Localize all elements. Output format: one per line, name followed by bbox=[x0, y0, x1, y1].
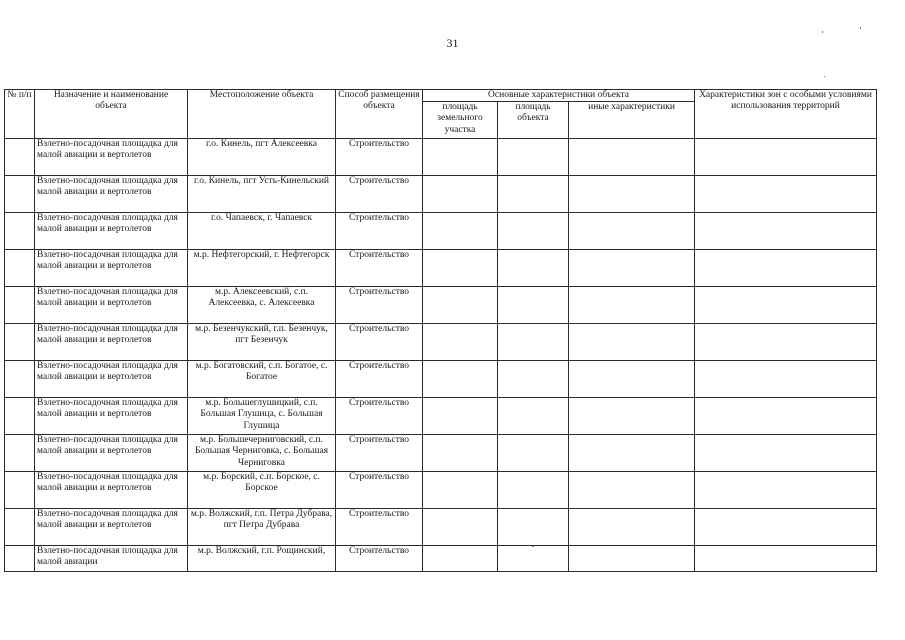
row-number-cell bbox=[5, 287, 35, 324]
other-characteristics-cell bbox=[569, 213, 695, 250]
object-area-cell bbox=[498, 435, 569, 472]
object-name-cell: Взлетно-посадочная площадка для малой авиации и вертолетов bbox=[35, 509, 188, 546]
location-cell: м.р. Богатовский, с.п. Богатое, с. Богатое bbox=[188, 361, 336, 398]
zones-cell bbox=[695, 324, 877, 361]
location-cell: м.р. Большечерниговский, с.п. Большая Черниговка, с. Большая Черниговка bbox=[188, 435, 336, 472]
other-characteristics-cell bbox=[569, 139, 695, 176]
land-area-cell bbox=[423, 176, 498, 213]
object-name-cell: Взлетно-посадочная площадка для малой авиации и вертолетов bbox=[35, 139, 188, 176]
location-cell: м.р. Алексеевский, с.п. Алексеевка, с. Алексеевка bbox=[188, 287, 336, 324]
row-number-cell bbox=[5, 472, 35, 509]
row-number-cell bbox=[5, 213, 35, 250]
row-number-cell bbox=[5, 324, 35, 361]
header-name: Назначение и наименование объекта bbox=[35, 90, 188, 139]
header-object-area: площадь объекта bbox=[498, 102, 569, 139]
row-number-cell bbox=[5, 546, 35, 572]
table-row bbox=[5, 250, 877, 287]
row-number-cell bbox=[5, 361, 35, 398]
header-other-characteristics: иные характеристики bbox=[569, 102, 695, 139]
scan-speck bbox=[860, 27, 861, 29]
object-name-cell: Взлетно-посадочная площадка для малой авиации и вертолетов bbox=[35, 324, 188, 361]
row-number-cell bbox=[5, 176, 35, 213]
object-name-cell: Взлетно-посадочная площадка для малой авиации и вертолетов bbox=[35, 398, 188, 435]
land-area-cell bbox=[423, 546, 498, 572]
placement-method-cell: Строительство bbox=[336, 250, 423, 287]
scan-speck bbox=[824, 76, 825, 77]
location-cell: м.р. Большеглушицкий, с.п. Большая Глушица, с. Большая Глушица bbox=[188, 398, 336, 435]
object-name-cell: Взлетно-посадочная площадка для малой авиации и вертолетов bbox=[35, 472, 188, 509]
row-number-cell bbox=[5, 398, 35, 435]
header-zones: Характеристики зон с особыми условиями использования территорий bbox=[695, 90, 877, 139]
zones-cell bbox=[695, 509, 877, 546]
location-cell: м.р. Волжский, г.п. Рощинский, bbox=[188, 546, 336, 572]
location-cell: г.о. Кинель, пгт Усть-Кинельский bbox=[188, 176, 336, 213]
land-area-cell bbox=[423, 324, 498, 361]
row-number-cell bbox=[5, 139, 35, 176]
header-method: Способ размещения объекта bbox=[336, 90, 423, 139]
placement-method-cell: Строительство bbox=[336, 324, 423, 361]
table-row bbox=[5, 435, 877, 472]
land-area-cell bbox=[423, 361, 498, 398]
placement-method-cell: Строительство bbox=[336, 509, 423, 546]
other-characteristics-cell bbox=[569, 361, 695, 398]
row-number-cell bbox=[5, 435, 35, 472]
other-characteristics-cell bbox=[569, 398, 695, 435]
object-area-cell bbox=[498, 139, 569, 176]
other-characteristics-cell bbox=[569, 509, 695, 546]
object-area-cell bbox=[498, 287, 569, 324]
zones-cell bbox=[695, 287, 877, 324]
scan-speck bbox=[822, 31, 823, 33]
other-characteristics-cell bbox=[569, 287, 695, 324]
other-characteristics-cell bbox=[569, 176, 695, 213]
table-row bbox=[5, 213, 877, 250]
land-area-cell bbox=[423, 509, 498, 546]
land-area-cell bbox=[423, 287, 498, 324]
zones-cell bbox=[695, 546, 877, 572]
placement-method-cell: Строительство bbox=[336, 287, 423, 324]
object-area-cell bbox=[498, 398, 569, 435]
scan-dot bbox=[532, 545, 534, 547]
land-area-cell bbox=[423, 250, 498, 287]
zones-cell bbox=[695, 139, 877, 176]
placement-method-cell: Строительство bbox=[336, 472, 423, 509]
zones-cell bbox=[695, 472, 877, 509]
object-name-cell: Взлетно-посадочная площадка для малой авиации bbox=[35, 546, 188, 572]
location-cell: м.р. Нефтегорский, г. Нефтегорск bbox=[188, 250, 336, 287]
location-cell: м.р. Волжский, г.п. Петра Дубрава, пгт Петра Дубрава bbox=[188, 509, 336, 546]
object-area-cell bbox=[498, 176, 569, 213]
land-area-cell bbox=[423, 398, 498, 435]
table-row bbox=[5, 176, 877, 213]
placement-method-cell: Строительство bbox=[336, 435, 423, 472]
objects-table bbox=[4, 89, 877, 572]
zones-cell bbox=[695, 176, 877, 213]
table-row bbox=[5, 509, 877, 546]
object-name-cell: Взлетно-посадочная площадка для малой авиации и вертолетов bbox=[35, 361, 188, 398]
object-area-cell bbox=[498, 324, 569, 361]
zones-cell bbox=[695, 398, 877, 435]
placement-method-cell: Строительство bbox=[336, 213, 423, 250]
placement-method-cell: Строительство bbox=[336, 361, 423, 398]
other-characteristics-cell bbox=[569, 472, 695, 509]
object-area-cell bbox=[498, 250, 569, 287]
object-name-cell: Взлетно-посадочная площадка для малой авиации и вертолетов bbox=[35, 213, 188, 250]
object-area-cell bbox=[498, 472, 569, 509]
table-row bbox=[5, 361, 877, 398]
object-area-cell bbox=[498, 361, 569, 398]
other-characteristics-cell bbox=[569, 324, 695, 361]
land-area-cell bbox=[423, 472, 498, 509]
table-row bbox=[5, 287, 877, 324]
object-area-cell bbox=[498, 546, 569, 572]
location-cell: м.р. Борский, с.п. Борское, с. Борское bbox=[188, 472, 336, 509]
table-row bbox=[5, 546, 877, 572]
row-number-cell bbox=[5, 509, 35, 546]
object-name-cell: Взлетно-посадочная площадка для малой авиации и вертолетов bbox=[35, 250, 188, 287]
header-main-characteristics: Основные характеристики объекта bbox=[423, 90, 695, 102]
placement-method-cell: Строительство bbox=[336, 546, 423, 572]
object-area-cell bbox=[498, 213, 569, 250]
land-area-cell bbox=[423, 139, 498, 176]
table-row bbox=[5, 398, 877, 435]
placement-method-cell: Строительство bbox=[336, 176, 423, 213]
row-number-cell bbox=[5, 250, 35, 287]
header-num: № п/п bbox=[5, 90, 35, 139]
other-characteristics-cell bbox=[569, 546, 695, 572]
location-cell: г.о. Кинель, пгт Алексеевка bbox=[188, 139, 336, 176]
other-characteristics-cell bbox=[569, 250, 695, 287]
object-name-cell: Взлетно-посадочная площадка для малой авиации и вертолетов bbox=[35, 287, 188, 324]
location-cell: г.о. Чапаевск, г. Чапаевск bbox=[188, 213, 336, 250]
land-area-cell bbox=[423, 435, 498, 472]
location-cell: м.р. Безенчукский, г.п. Безенчук, пгт Безенчук bbox=[188, 324, 336, 361]
object-name-cell: Взлетно-посадочная площадка для малой авиации и вертолетов bbox=[35, 435, 188, 472]
zones-cell bbox=[695, 435, 877, 472]
zones-cell bbox=[695, 361, 877, 398]
land-area-cell bbox=[423, 213, 498, 250]
object-area-cell bbox=[498, 509, 569, 546]
header-location: Местоположение объекта bbox=[188, 90, 336, 139]
zones-cell bbox=[695, 250, 877, 287]
header-land-area: площадь земельного участка bbox=[423, 102, 498, 139]
table-row bbox=[5, 324, 877, 361]
placement-method-cell: Строительство bbox=[336, 139, 423, 176]
table-row bbox=[5, 472, 877, 509]
table-row bbox=[5, 139, 877, 176]
other-characteristics-cell bbox=[569, 435, 695, 472]
page-number: 31 bbox=[446, 36, 459, 50]
zones-cell bbox=[695, 213, 877, 250]
placement-method-cell: Строительство bbox=[336, 398, 423, 435]
object-name-cell: Взлетно-посадочная площадка для малой авиации и вертолетов bbox=[35, 176, 188, 213]
